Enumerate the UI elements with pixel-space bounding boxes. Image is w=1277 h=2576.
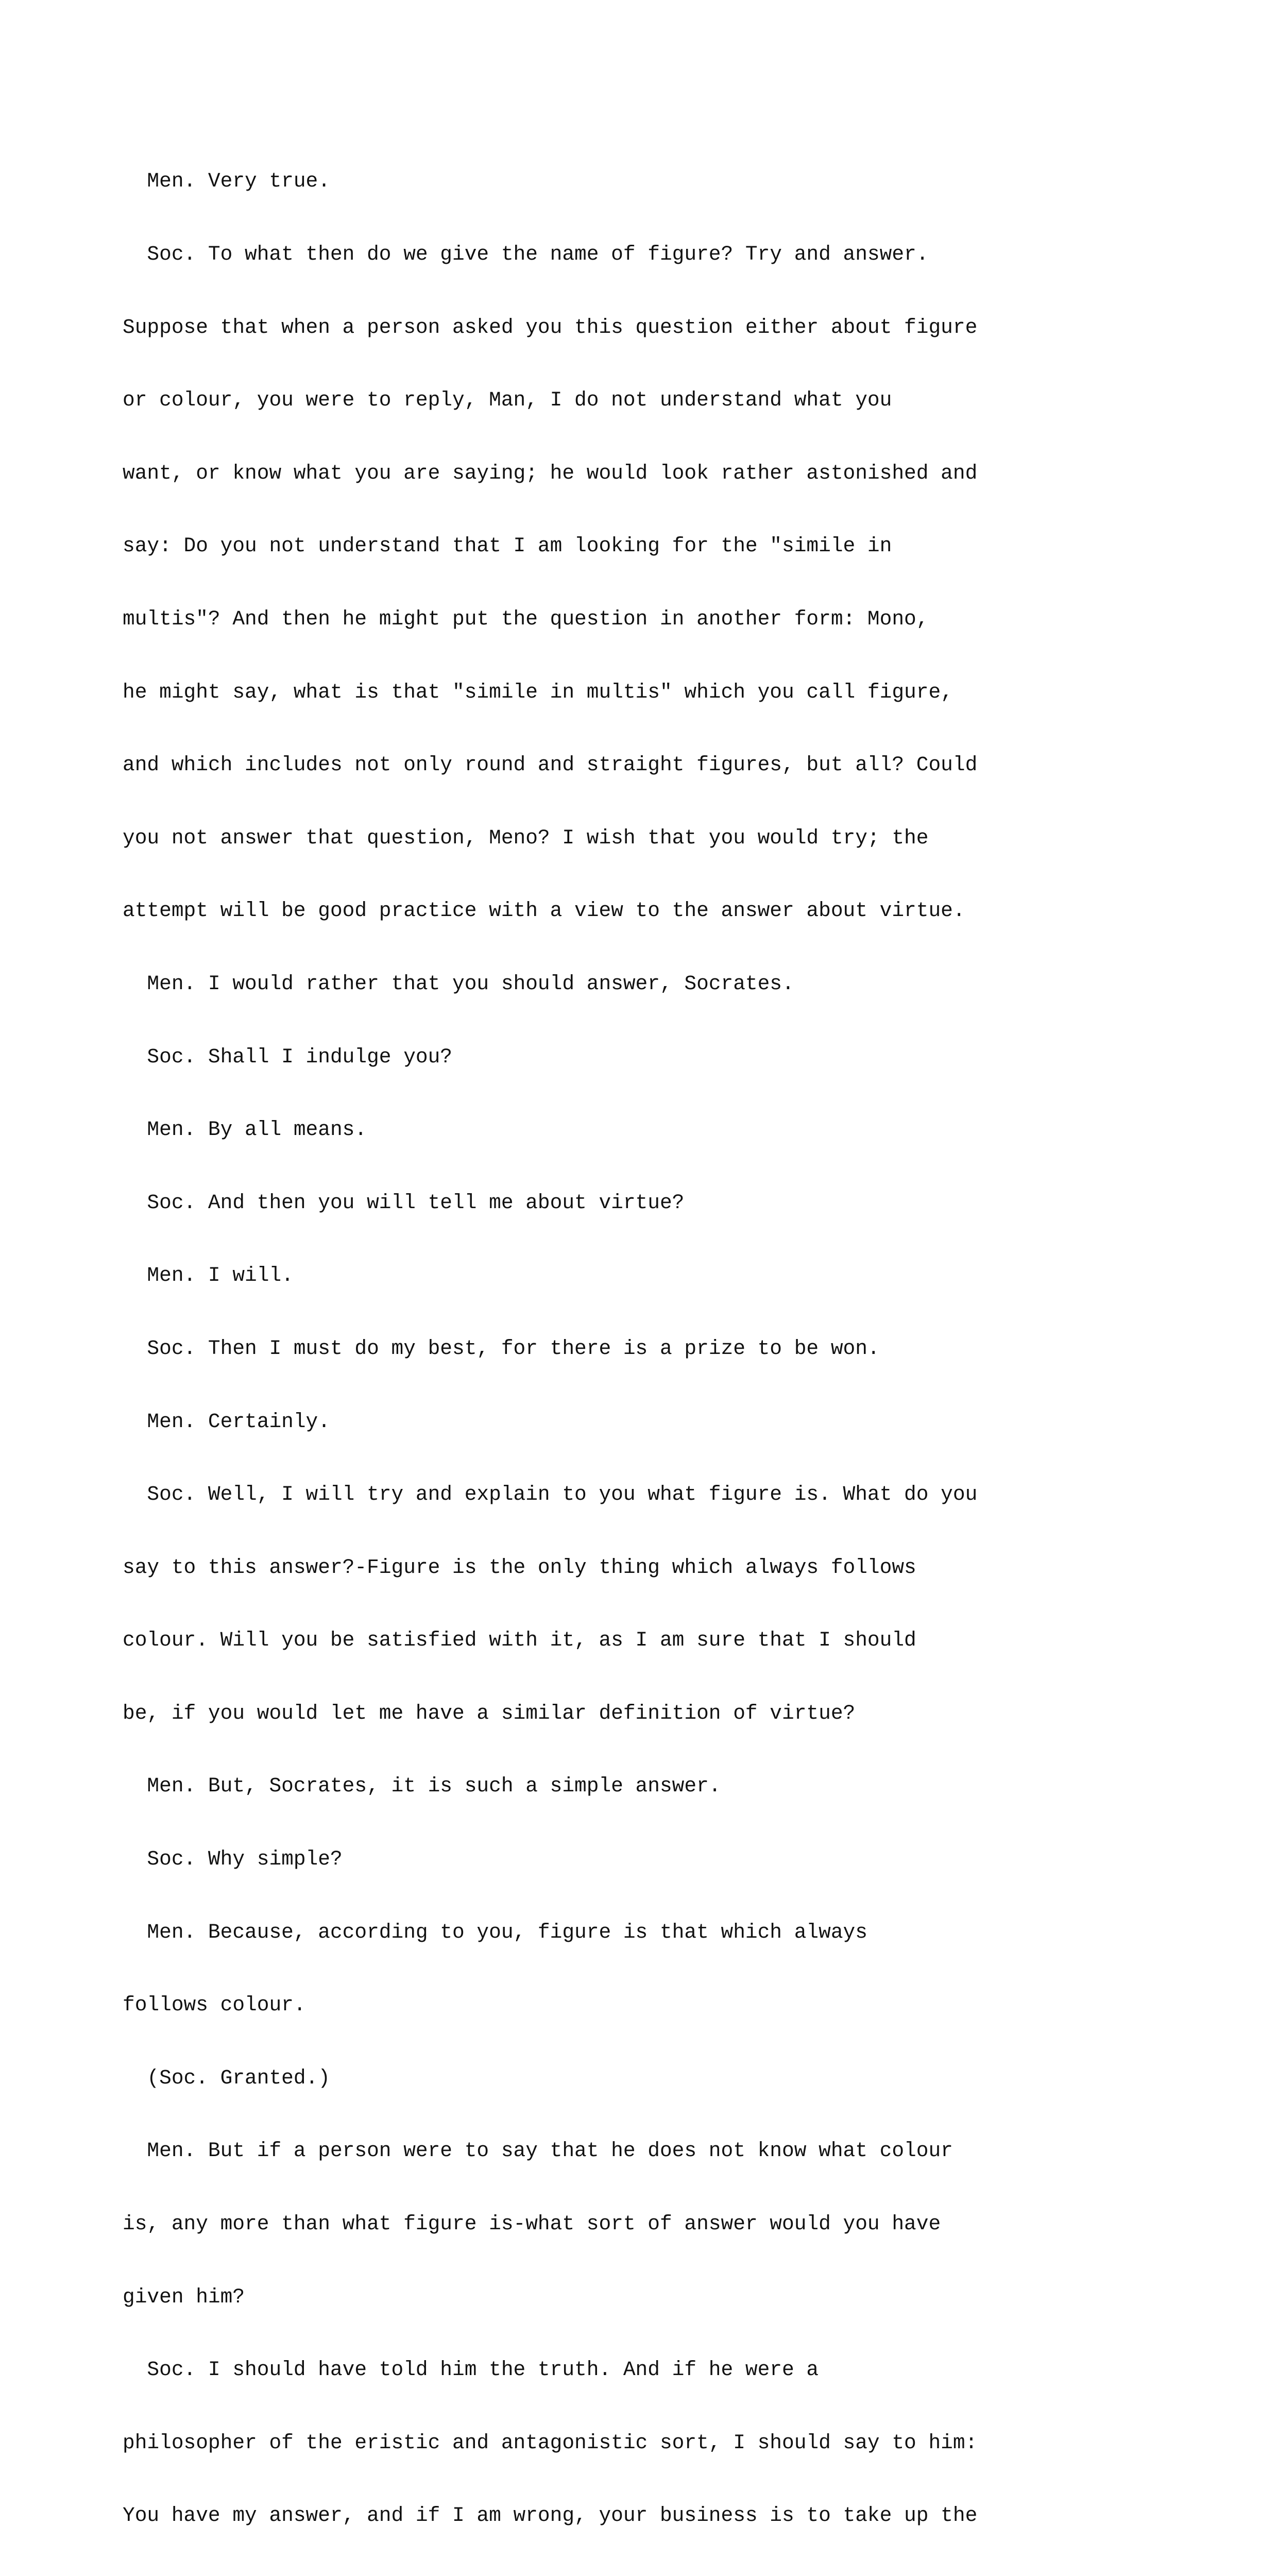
text-line: colour. Will you be satisfied with it, as I am sure that I should (123, 1629, 916, 1652)
text-line: Men. But, Socrates, it is such a simple answer. (123, 1774, 721, 1798)
text-line: Soc. Why simple? (123, 1848, 343, 1871)
text-line: Men. By all means. (123, 1118, 367, 1142)
text-line: Soc. Then I must do my best, for there is a prize to be won. (123, 1336, 880, 1360)
text-line: Soc. Shall I indulge you? (123, 1045, 453, 1069)
text-line: Men. But if a person were to say that he does not know what colour (123, 2139, 953, 2163)
text-line: Soc. And then you will tell me about virtue? (123, 1191, 685, 1214)
text-line: say: Do you not understand that I am looking for the "simile in (123, 534, 892, 558)
text-line: follows colour. (123, 1993, 306, 2017)
text-line: Men. Very true. (123, 170, 330, 193)
text-line: Soc. I should have told him the truth. And if he were a (123, 2358, 819, 2382)
text-line: philosopher of the eristic and antagonistic sort, I should say to him: (123, 2431, 978, 2454)
text-line: Soc. To what then do we give the name of figure? Try and answer. (123, 243, 929, 266)
text-line: Men. I would rather that you should answer, Socrates. (123, 972, 794, 995)
text-line: is, any more than what figure is-what sort of answer would you have (123, 2212, 941, 2236)
text-line: Men. Because, according to you, figure is that which always (123, 1920, 867, 1944)
text-line: or colour, you were to reply, Man, I do not understand what you (123, 388, 892, 412)
text-line: given him? (123, 2285, 245, 2309)
text-line: want, or know what you are saying; he would look rather astonished and (123, 461, 978, 485)
text-line: he might say, what is that "simile in multis" which you call figure, (123, 680, 953, 704)
text-line: you not answer that question, Meno? I wish that you would try; the (123, 826, 929, 850)
text-line: (Soc. Granted.) (123, 2066, 330, 2090)
text-line: multis"? And then he might put the question in another form: Mono, (123, 607, 929, 631)
text-line: Men. I will. (123, 1264, 294, 1287)
text-line: attempt will be good practice with a view to the answer about virtue. (123, 899, 965, 923)
dialogue-text (123, 121, 1204, 2576)
text-line: say to this answer?-Figure is the only thing which always follows (123, 1555, 916, 1579)
text-line: Suppose that when a person asked you this question either about figure (123, 315, 978, 339)
text-line: and which includes not only round and straight figures, but all? Could (123, 753, 978, 777)
text-line: Men. Certainly. (123, 1410, 330, 1433)
text-line: You have my answer, and if I am wrong, your business is to take up the (123, 2504, 978, 2528)
text-line: be, if you would let me have a similar definition of virtue? (123, 1701, 856, 1725)
text-line: Soc. Well, I will try and explain to you what figure is. What do you (123, 1483, 978, 1506)
